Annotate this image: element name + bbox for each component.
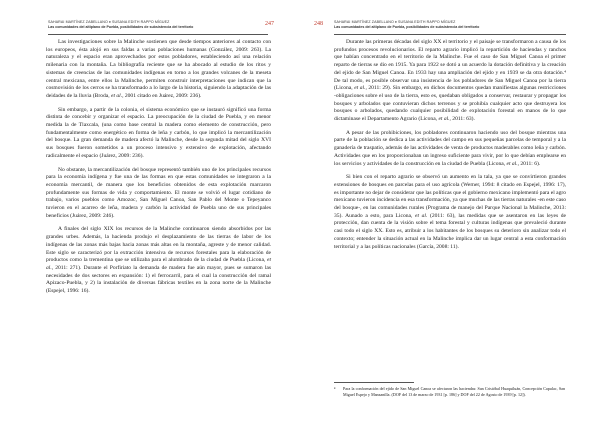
text-run: , 2011: 63).: [449, 116, 475, 123]
left-running-header: [48, 20, 218, 30]
footnote-rule: [334, 382, 414, 383]
left-body-text: [46, 39, 271, 302]
right-running-header: [334, 20, 504, 30]
italic-run: et al.: [46, 257, 271, 271]
left-header-subtitle: Las comunidades del altiplano de Puebla, posibilidades de subsistencia del territorio: [48, 25, 194, 29]
italic-run: et al.: [506, 160, 518, 167]
paragraph: [46, 39, 271, 101]
text-run: Las investigaciones sobre la Malinche sostienen que desde tiempos anteriores al contacto con los europeos, ésta alojó en sus faldas a varias poblaciones humanas (González, 2009: 263). La naturaleza y el espacio eran aprovechados por estos pobladores, estableciendo así una relación milenaria con la montaña. La bibliografía reciente que se ha abocado al estudio de los ritos y sistemas de creencias de las comunidades indígenas en torno a los grandes volcanes de la meseta central mexicana, entre ellos la Malinche, permiten construir interpretaciones que indican que la cosmovisión de los cerros se ha transformado a lo largo de la historia, siguiendo la adaptación de las deidades de la lluvia (Broda,: [46, 39, 271, 99]
text-run: , 2001 citado en Juárez, 2009: 236).: [122, 92, 202, 99]
left-header-authors: SAHARAI MARTÍNEZ ZABELLANO ♦ SUSANA EDITH RAPPO MÍGUEZ: [48, 20, 170, 24]
italic-run: et al.: [415, 212, 428, 219]
paragraph: [334, 39, 566, 124]
paragraph: [46, 107, 271, 161]
text-run: , 2011: 271). Durante el Porfiriato la demanda de madera fue aún mayor, pues se sumaron las necesidades de dos sectores en expansión: 1) el ferrocarril, para el cual la construcción del ramal Apizaco-Puebla, y 2) la instalación de diversas fábricas textiles en la zona norte de la Malinche (Espejel, 1996: 16).: [46, 264, 271, 295]
paragraph: [334, 130, 566, 169]
italic-run: et al.: [354, 85, 366, 92]
text-run: , 2011: 6).: [517, 160, 541, 167]
right-header-authors: SAHARAI MARTÍNEZ ZABELLANO ♦ SUSANA EDITH RAPPO MÍGUEZ: [334, 20, 456, 24]
left-header-rule: [48, 34, 268, 35]
text-run: A finales del siglo XIX los recursos de la Malinche continuaron siendo absorbidos por las grandes urbes. Además, la hacienda produjo el desplazamiento de las tierras de labor de los indígenas de las zonas más bajas hacia zonas más altas en la montaña, agreste y de menor calidad. Este siglo se caracterizó por la extracción intensiva de recursos forestales para la elaboración de productos como la trementina que se utilizaba para el alumbrado de la ciudad de Puebla (Licona,: [46, 226, 271, 264]
footnote-text: Para la conformación del ejido de San Miguel Canoa se afectaron las haciendas: San Cristóbal Huaquiluán, Concepción Capulac, San Miguel Espejo y Manzanilla. (DOF del 13 de marzo de 1931 [p. 186] y DOF del 22 de Agosto de 1939 [p. 12]).: [343, 386, 565, 397]
paragraph: [46, 167, 271, 221]
right-header-subtitle: Las comunidades del altiplano de Puebla, posibilidades de subsistencia del territorio: [334, 25, 480, 29]
text-run: A pesar de las prohibiciones, los pobladores continuaron haciendo uso del bosque mientras una parte de la población se dedica a las actividades del campo en sus pequeñas parcelas de temporal y a la ganadería de traspatio, además de las actividades de venta de productos maderables como leña y carbón. Actividades que en los proporcionaban un ingreso suficiente para vivir, por lo que debían emplearse en los servicios y actividades de la construcción en la ciudad de Puebla (Licona,: [334, 129, 566, 167]
text-run: Si bien con el reparto agrario se observó un aumento en la tala, ya que se convirtieron grandes extensiones de bosques en parcelas para el uso agrícola (Werner, 1994: 8 citado en Espejel, 1996: 17), es importante no dejar de considerar que las políticas que el gobierno mexicano implementó para el agro mexicano tuvieron incidencia en esa transformación, ya que muchas de las tierras naturales -en este caso del bosque-, en las comunidades rurales (Programa de manejo del Parque Nacional la Malinche, 2013: 35). Aunado a esto, para Licona,: [334, 174, 566, 219]
text-run: No obstante, la mercantilización del bosque representó también uno de los principales recursos para la economía indígena y fue una de las formas en que estas comunidades se integraron a la economía mercantil, de manera que los beneficios obtenidos de esta explotación marcaron profundamente sus formas de vida y comportamiento. El monte se volvió el lugar cotidiano de trabajo, varios pueblos como Amozoc, San Miguel Canoa, San Pablo del Monte o Tepeyanco tuvieron en el acarreo de leña, madera y carbón la actividad de Puebla uno de sus principales beneficios (Juárez, 2009: 246).: [46, 166, 271, 219]
text-run: Durante las primeras décadas del siglo XX el territorio y el paisaje se transformaron a causa de los profundos procesos revolucionarios. El reparto agrario implicó la repartición de haciendas y ranchos que habían concentrado en el territorio de la Malinche. Fue el caso de San Miguel Canoa el primer reparto de tierras se dio en 1915. Ya para 1922 se dotó a un acuerdo la dotación definitiva y la creación del ejido de San Miguel Canoa. En 1933 hay una ampliación del ejido y en 1939 se da otra dotación.⁴ De tal modo, es posible observar una insistencia de los pobladores de San Miguel Canoa por la tierra (Licona,: [334, 39, 566, 92]
italic-run: et al.: [111, 92, 123, 99]
text-run: , 2011: 29). Sin embargo, en dichos documentos quedan manifiestas algunas restricciones -obligaciones sobre el uso de la tierra, esto es, quedaban obligados a conservar, restaurar y propagar los bosques y arbolados que contuvieran dichos terrenos y se prohibía cualquier acto que destruyera los bosques o arbolados, quedando cualquier posibilidad de explotación forestal en manos de lo que dictaminase el Departamento Agrario (Licona,: [334, 85, 566, 123]
text-run: (2011: 63), las medidas que se asentaron en las leyes de protección, dan cuenta de la visión sobre el tema forestal y culturas indígenas que prevaleció durante casi todo el siglo XX. Esto es, atribuir a los habitantes de los bosques su deterioro sin analizar todo el contexto; entender la situación actual en la Malinche implica dar un lugar central a esta conformación territorial y a las políticas nacionales (García, 2008: 11).: [334, 212, 566, 250]
right-body-text: [334, 39, 566, 257]
right-page-number: 248: [314, 21, 323, 27]
paragraph: [46, 226, 271, 295]
paragraph: [334, 174, 566, 251]
text-run: Sin embargo, a partir de la colonia, el sistema económico que se instauró significó una forma distinta de concebir y organizar el espacio. La preocupación de la ciudad de Puebla, y en menor medida la de Tlaxcala, (una como base central la madera como elemento de construcción, pero fundamentalmente como energético en forma de leña y carbón, lo que implicó la mercantilización del bosque. La gran demanda de madera afectó la Malinche, desde la segunda mitad del siglo XVI sus bosques fueron sometidos a un proceso intensivo y extensivo de explotación, afectando radicalmente el espacio (Juárez, 2009: 236).: [46, 106, 271, 159]
italic-run: et al.: [438, 116, 450, 123]
right-header-rule: [334, 34, 566, 35]
left-page-number: 247: [265, 21, 274, 27]
footnote: [334, 386, 566, 397]
footnote-mark: ⁴: [334, 386, 336, 391]
